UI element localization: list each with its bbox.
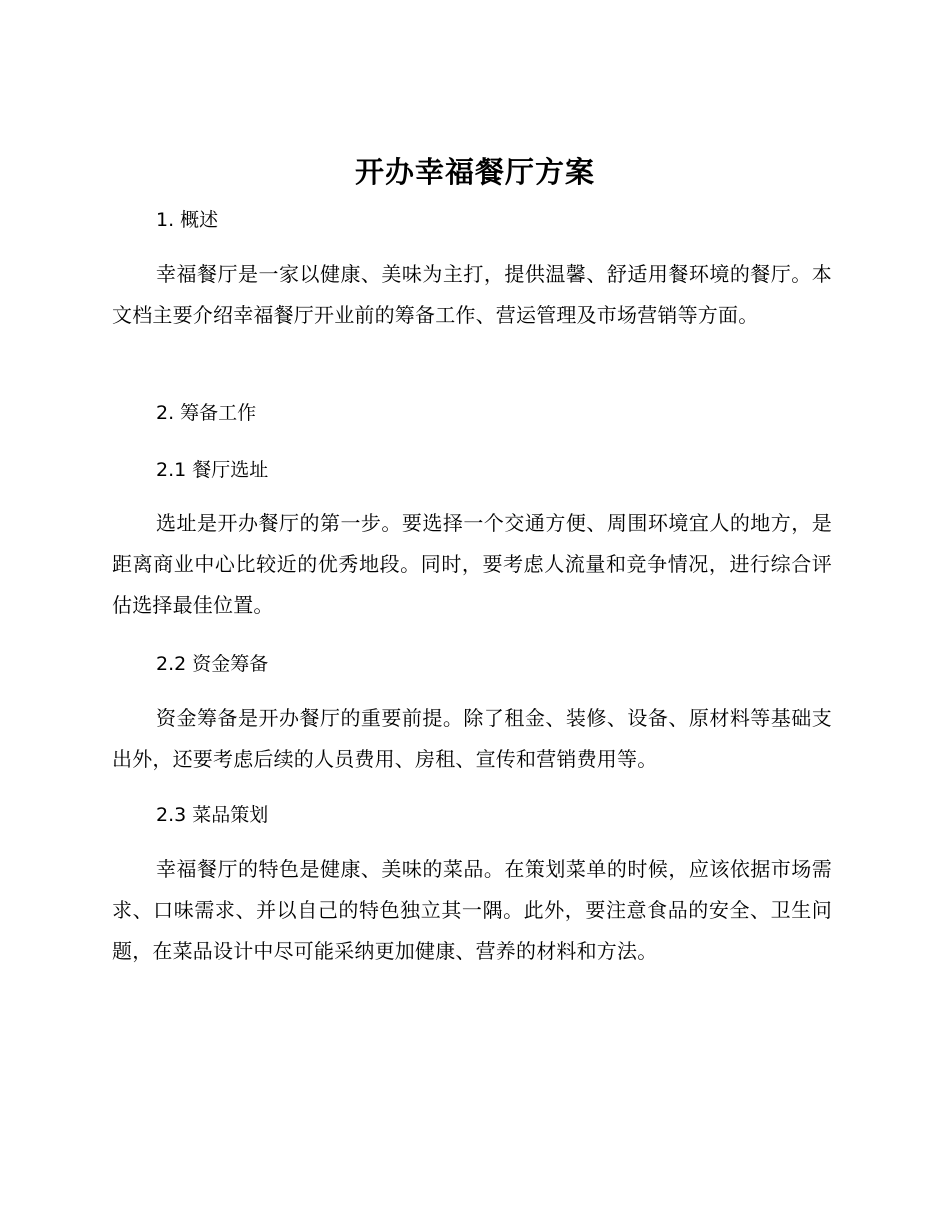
section-heading-location: 2.1 餐厅选址: [156, 459, 269, 481]
section-heading-preparation: 2. 筹备工作: [156, 402, 257, 424]
section-heading-funding: 2.2 资金筹备: [156, 653, 269, 675]
section-text-location: 选址是开办餐厅的第一步。要选择一个交通方便、周围环境宜人的地方，是距离商业中心比较近的优秀地段。同时，要考虑人流量和竞争情况，进行综合评估选择最佳位置。: [112, 511, 832, 617]
section-text-overview: 幸福餐厅是一家以健康、美味为主打，提供温馨、舒适用餐环境的餐厅。本文档主要介绍幸福餐厅开业前的筹备工作、营运管理及市场营销等方面。: [112, 262, 832, 327]
document-title: 开办幸福餐厅方案: [354, 155, 595, 189]
section-heading-menu: 2.3 菜品策划: [156, 804, 269, 826]
section-heading-overview: 1. 概述: [156, 209, 219, 231]
section-text-funding: 资金筹备是开办餐厅的重要前提。除了租金、装修、设备、原材料等基础支出外，还要考虑后续的人员费用、房租、宣传和营销费用等。: [112, 706, 832, 771]
section-text-menu: 幸福餐厅的特色是健康、美味的菜品。在策划菜单的时候，应该依据市场需求、口味需求、并以自己的特色独立其一隅。此外，要注意食品的安全、卫生问题，在菜品设计中尽可能采纳更加健康、营养的材料和方法。: [112, 857, 832, 963]
